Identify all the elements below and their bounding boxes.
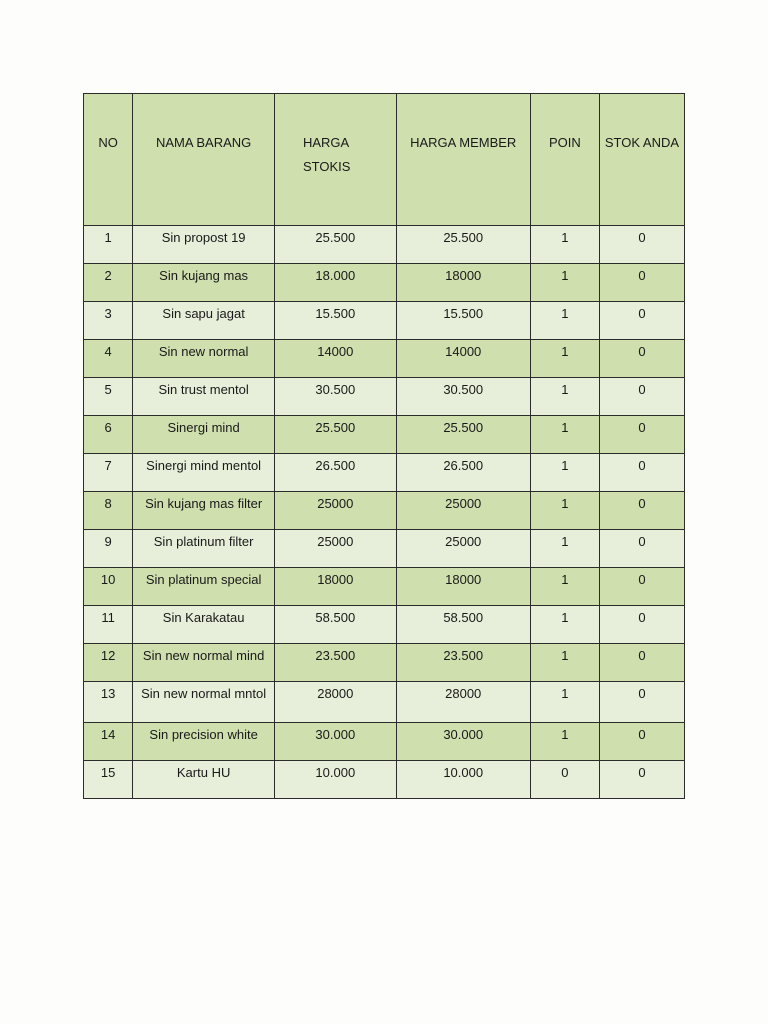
cell-no: 10	[84, 568, 133, 606]
cell-harga-stokis: 30.500	[274, 378, 396, 416]
cell-poin: 1	[530, 492, 599, 530]
cell-nama-barang: Sinergi mind	[133, 416, 275, 454]
cell-harga-member: 28000	[396, 682, 530, 723]
cell-stok-anda: 0	[599, 302, 684, 340]
cell-harga-stokis: 25.500	[274, 416, 396, 454]
cell-poin: 1	[530, 416, 599, 454]
cell-poin: 0	[530, 761, 599, 799]
table-row	[84, 682, 685, 723]
cell-stok-anda: 0	[599, 492, 684, 530]
table-row	[84, 340, 685, 378]
header-stok-anda: STOK ANDA	[599, 94, 684, 226]
cell-stok-anda: 0	[599, 644, 684, 682]
table-header	[84, 94, 685, 226]
cell-harga-member: 25.500	[396, 416, 530, 454]
table-body	[84, 226, 685, 799]
cell-nama-barang: Sin Karakatau	[133, 606, 275, 644]
cell-nama-barang: Sin propost 19	[133, 226, 275, 264]
cell-harga-member: 25.500	[396, 226, 530, 264]
cell-nama-barang: Sinergi mind mentol	[133, 454, 275, 492]
cell-stok-anda: 0	[599, 530, 684, 568]
cell-poin: 1	[530, 530, 599, 568]
table-row	[84, 530, 685, 568]
cell-harga-member: 14000	[396, 340, 530, 378]
cell-nama-barang: Sin platinum filter	[133, 530, 275, 568]
table-row	[84, 378, 685, 416]
cell-stok-anda: 0	[599, 723, 684, 761]
table-row	[84, 226, 685, 264]
cell-no: 7	[84, 454, 133, 492]
header-no: NO	[84, 94, 133, 226]
cell-poin: 1	[530, 340, 599, 378]
cell-no: 6	[84, 416, 133, 454]
price-table	[83, 93, 685, 799]
cell-nama-barang: Sin new normal mntol	[133, 682, 275, 723]
header-harga-stokis-line1: HARGA	[302, 135, 350, 150]
table-row	[84, 492, 685, 530]
cell-harga-stokis: 25.500	[274, 226, 396, 264]
cell-no: 8	[84, 492, 133, 530]
cell-stok-anda: 0	[599, 761, 684, 799]
cell-harga-stokis: 58.500	[274, 606, 396, 644]
cell-poin: 1	[530, 644, 599, 682]
cell-no: 13	[84, 682, 133, 723]
cell-no: 2	[84, 264, 133, 302]
cell-stok-anda: 0	[599, 226, 684, 264]
cell-harga-member: 25000	[396, 492, 530, 530]
cell-harga-member: 18000	[396, 568, 530, 606]
cell-harga-member: 30.000	[396, 723, 530, 761]
cell-nama-barang: Sin platinum special	[133, 568, 275, 606]
cell-poin: 1	[530, 264, 599, 302]
cell-harga-stokis: 14000	[274, 340, 396, 378]
table-row	[84, 568, 685, 606]
table-row	[84, 723, 685, 761]
cell-harga-stokis: 18.000	[274, 264, 396, 302]
cell-poin: 1	[530, 682, 599, 723]
cell-nama-barang: Sin precision white	[133, 723, 275, 761]
cell-stok-anda: 0	[599, 416, 684, 454]
cell-nama-barang: Sin new normal mind	[133, 644, 275, 682]
cell-harga-stokis: 15.500	[274, 302, 396, 340]
header-harga-stokis	[274, 94, 396, 226]
cell-nama-barang: Sin kujang mas filter	[133, 492, 275, 530]
cell-stok-anda: 0	[599, 454, 684, 492]
table-row	[84, 454, 685, 492]
cell-harga-stokis: 28000	[274, 682, 396, 723]
cell-poin: 1	[530, 568, 599, 606]
cell-no: 1	[84, 226, 133, 264]
cell-stok-anda: 0	[599, 682, 684, 723]
table-row	[84, 416, 685, 454]
cell-harga-member: 10.000	[396, 761, 530, 799]
cell-harga-member: 30.500	[396, 378, 530, 416]
cell-harga-stokis: 25000	[274, 530, 396, 568]
cell-poin: 1	[530, 378, 599, 416]
table-row	[84, 302, 685, 340]
table-row	[84, 761, 685, 799]
cell-poin: 1	[530, 606, 599, 644]
cell-harga-stokis: 18000	[274, 568, 396, 606]
cell-harga-member: 18000	[396, 264, 530, 302]
header-harga-member: HARGA MEMBER	[396, 94, 530, 226]
cell-harga-stokis: 10.000	[274, 761, 396, 799]
cell-stok-anda: 0	[599, 340, 684, 378]
cell-nama-barang: Kartu HU	[133, 761, 275, 799]
cell-nama-barang: Sin kujang mas	[133, 264, 275, 302]
header-nama-barang: NAMA BARANG	[133, 94, 275, 226]
cell-poin: 1	[530, 226, 599, 264]
cell-poin: 1	[530, 723, 599, 761]
cell-harga-stokis: 30.000	[274, 723, 396, 761]
cell-no: 3	[84, 302, 133, 340]
cell-harga-stokis: 25000	[274, 492, 396, 530]
cell-no: 9	[84, 530, 133, 568]
header-poin: POIN	[530, 94, 599, 226]
cell-harga-member: 15.500	[396, 302, 530, 340]
cell-stok-anda: 0	[599, 606, 684, 644]
cell-stok-anda: 0	[599, 568, 684, 606]
cell-stok-anda: 0	[599, 264, 684, 302]
cell-harga-member: 26.500	[396, 454, 530, 492]
cell-harga-member: 23.500	[396, 644, 530, 682]
cell-nama-barang: Sin new normal	[133, 340, 275, 378]
cell-harga-stokis: 26.500	[274, 454, 396, 492]
cell-stok-anda: 0	[599, 378, 684, 416]
header-harga-stokis-line2: STOKIS	[302, 159, 351, 174]
table-row	[84, 264, 685, 302]
cell-no: 15	[84, 761, 133, 799]
header-row	[84, 94, 685, 226]
cell-no: 4	[84, 340, 133, 378]
cell-poin: 1	[530, 302, 599, 340]
cell-poin: 1	[530, 454, 599, 492]
cell-nama-barang: Sin sapu jagat	[133, 302, 275, 340]
cell-nama-barang: Sin trust mentol	[133, 378, 275, 416]
table-row	[84, 606, 685, 644]
cell-harga-member: 25000	[396, 530, 530, 568]
cell-no: 12	[84, 644, 133, 682]
cell-no: 11	[84, 606, 133, 644]
cell-harga-member: 58.500	[396, 606, 530, 644]
cell-no: 5	[84, 378, 133, 416]
cell-no: 14	[84, 723, 133, 761]
cell-harga-stokis: 23.500	[274, 644, 396, 682]
table-row	[84, 644, 685, 682]
